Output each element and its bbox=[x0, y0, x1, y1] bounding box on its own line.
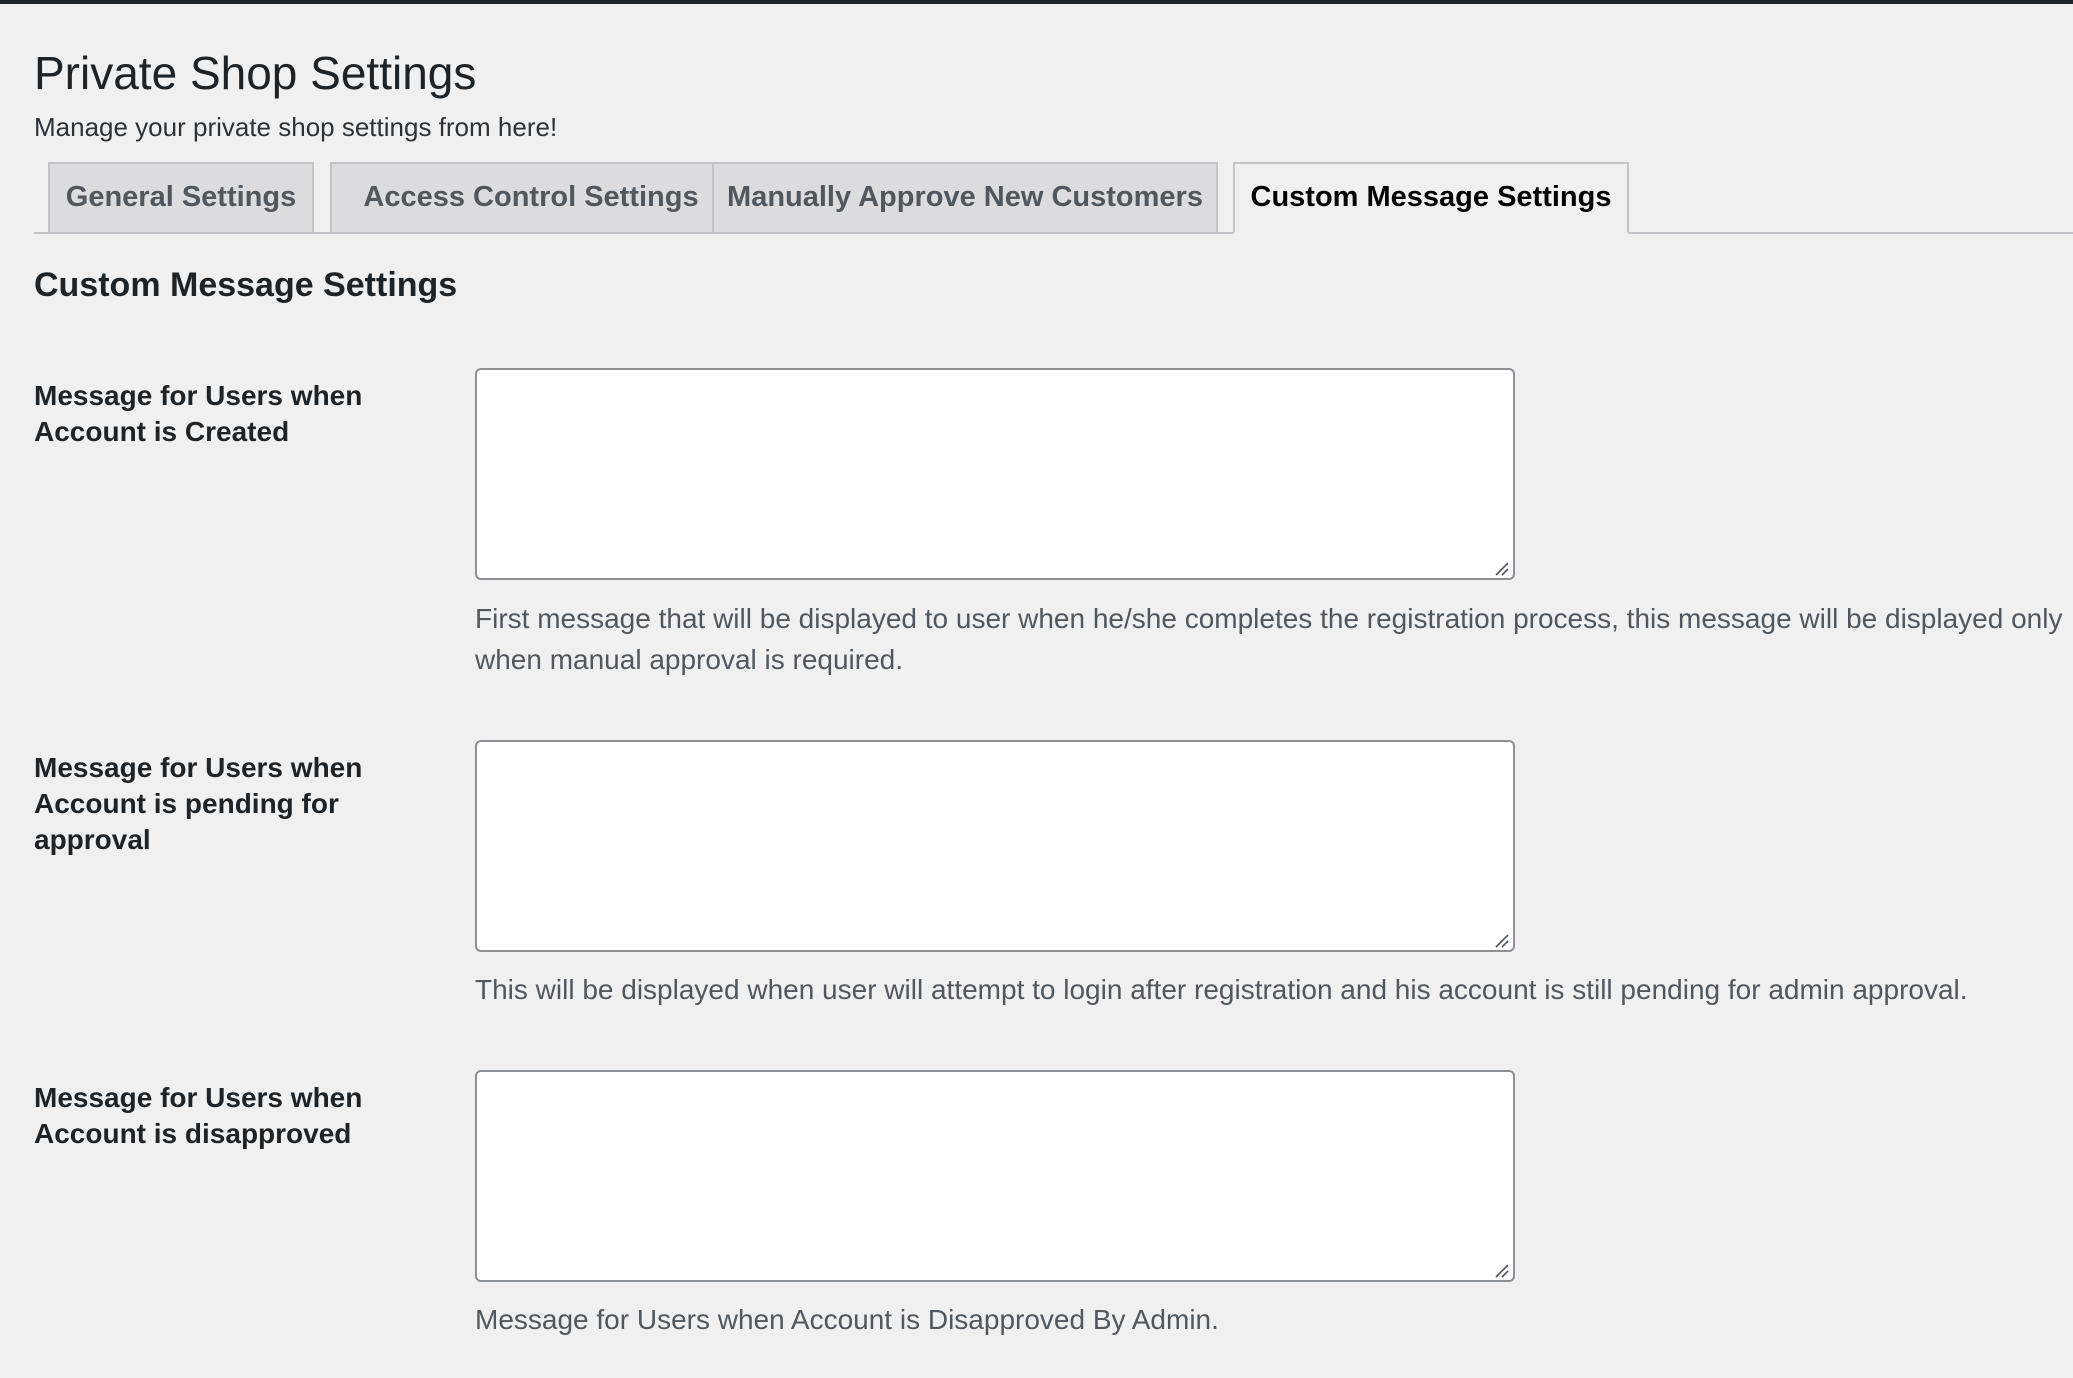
resize-grip-icon[interactable] bbox=[1493, 560, 1509, 576]
account-disapproved-message-description: Message for Users when Account is Disapproved By Admin. bbox=[475, 1304, 1219, 1335]
account-created-message-description: First message that will be displayed to user when he/she completes the registration process, this message will be displayed only when manual approval is required. bbox=[475, 603, 2063, 675]
account-created-message-label: Message for Users when Account is Created bbox=[34, 380, 363, 447]
section-title: Custom Message Settings bbox=[34, 266, 458, 304]
tab-general-settings[interactable]: General Settings bbox=[48, 162, 314, 232]
settings-tabs bbox=[34, 162, 2073, 234]
tab-access-control-settings[interactable]: Access Control Settings bbox=[330, 162, 732, 232]
resize-grip-icon[interactable] bbox=[1493, 1262, 1509, 1278]
tab-manually-approve-new-customers[interactable]: Manually Approve New Customers bbox=[712, 162, 1218, 232]
account-pending-message-label: Message for Users when Account is pending for approval bbox=[34, 752, 363, 855]
account-pending-message-description: This will be displayed when user will attempt to login after registration and his account is still pending for admin approval. bbox=[475, 974, 1968, 1005]
page-title: Private Shop Settings bbox=[34, 47, 477, 99]
page-subtitle: Manage your private shop settings from here! bbox=[34, 112, 558, 142]
tab-custom-message-settings[interactable]: Custom Message Settings bbox=[1233, 162, 1629, 234]
account-created-message-textarea[interactable] bbox=[475, 368, 1515, 580]
account-pending-message-textarea[interactable] bbox=[475, 740, 1515, 952]
resize-grip-icon[interactable] bbox=[1493, 932, 1509, 948]
settings-page bbox=[34, 0, 2073, 1378]
account-disapproved-message-textarea[interactable] bbox=[475, 1070, 1515, 1282]
account-disapproved-message-label: Message for Users when Account is disapproved bbox=[34, 1082, 363, 1149]
